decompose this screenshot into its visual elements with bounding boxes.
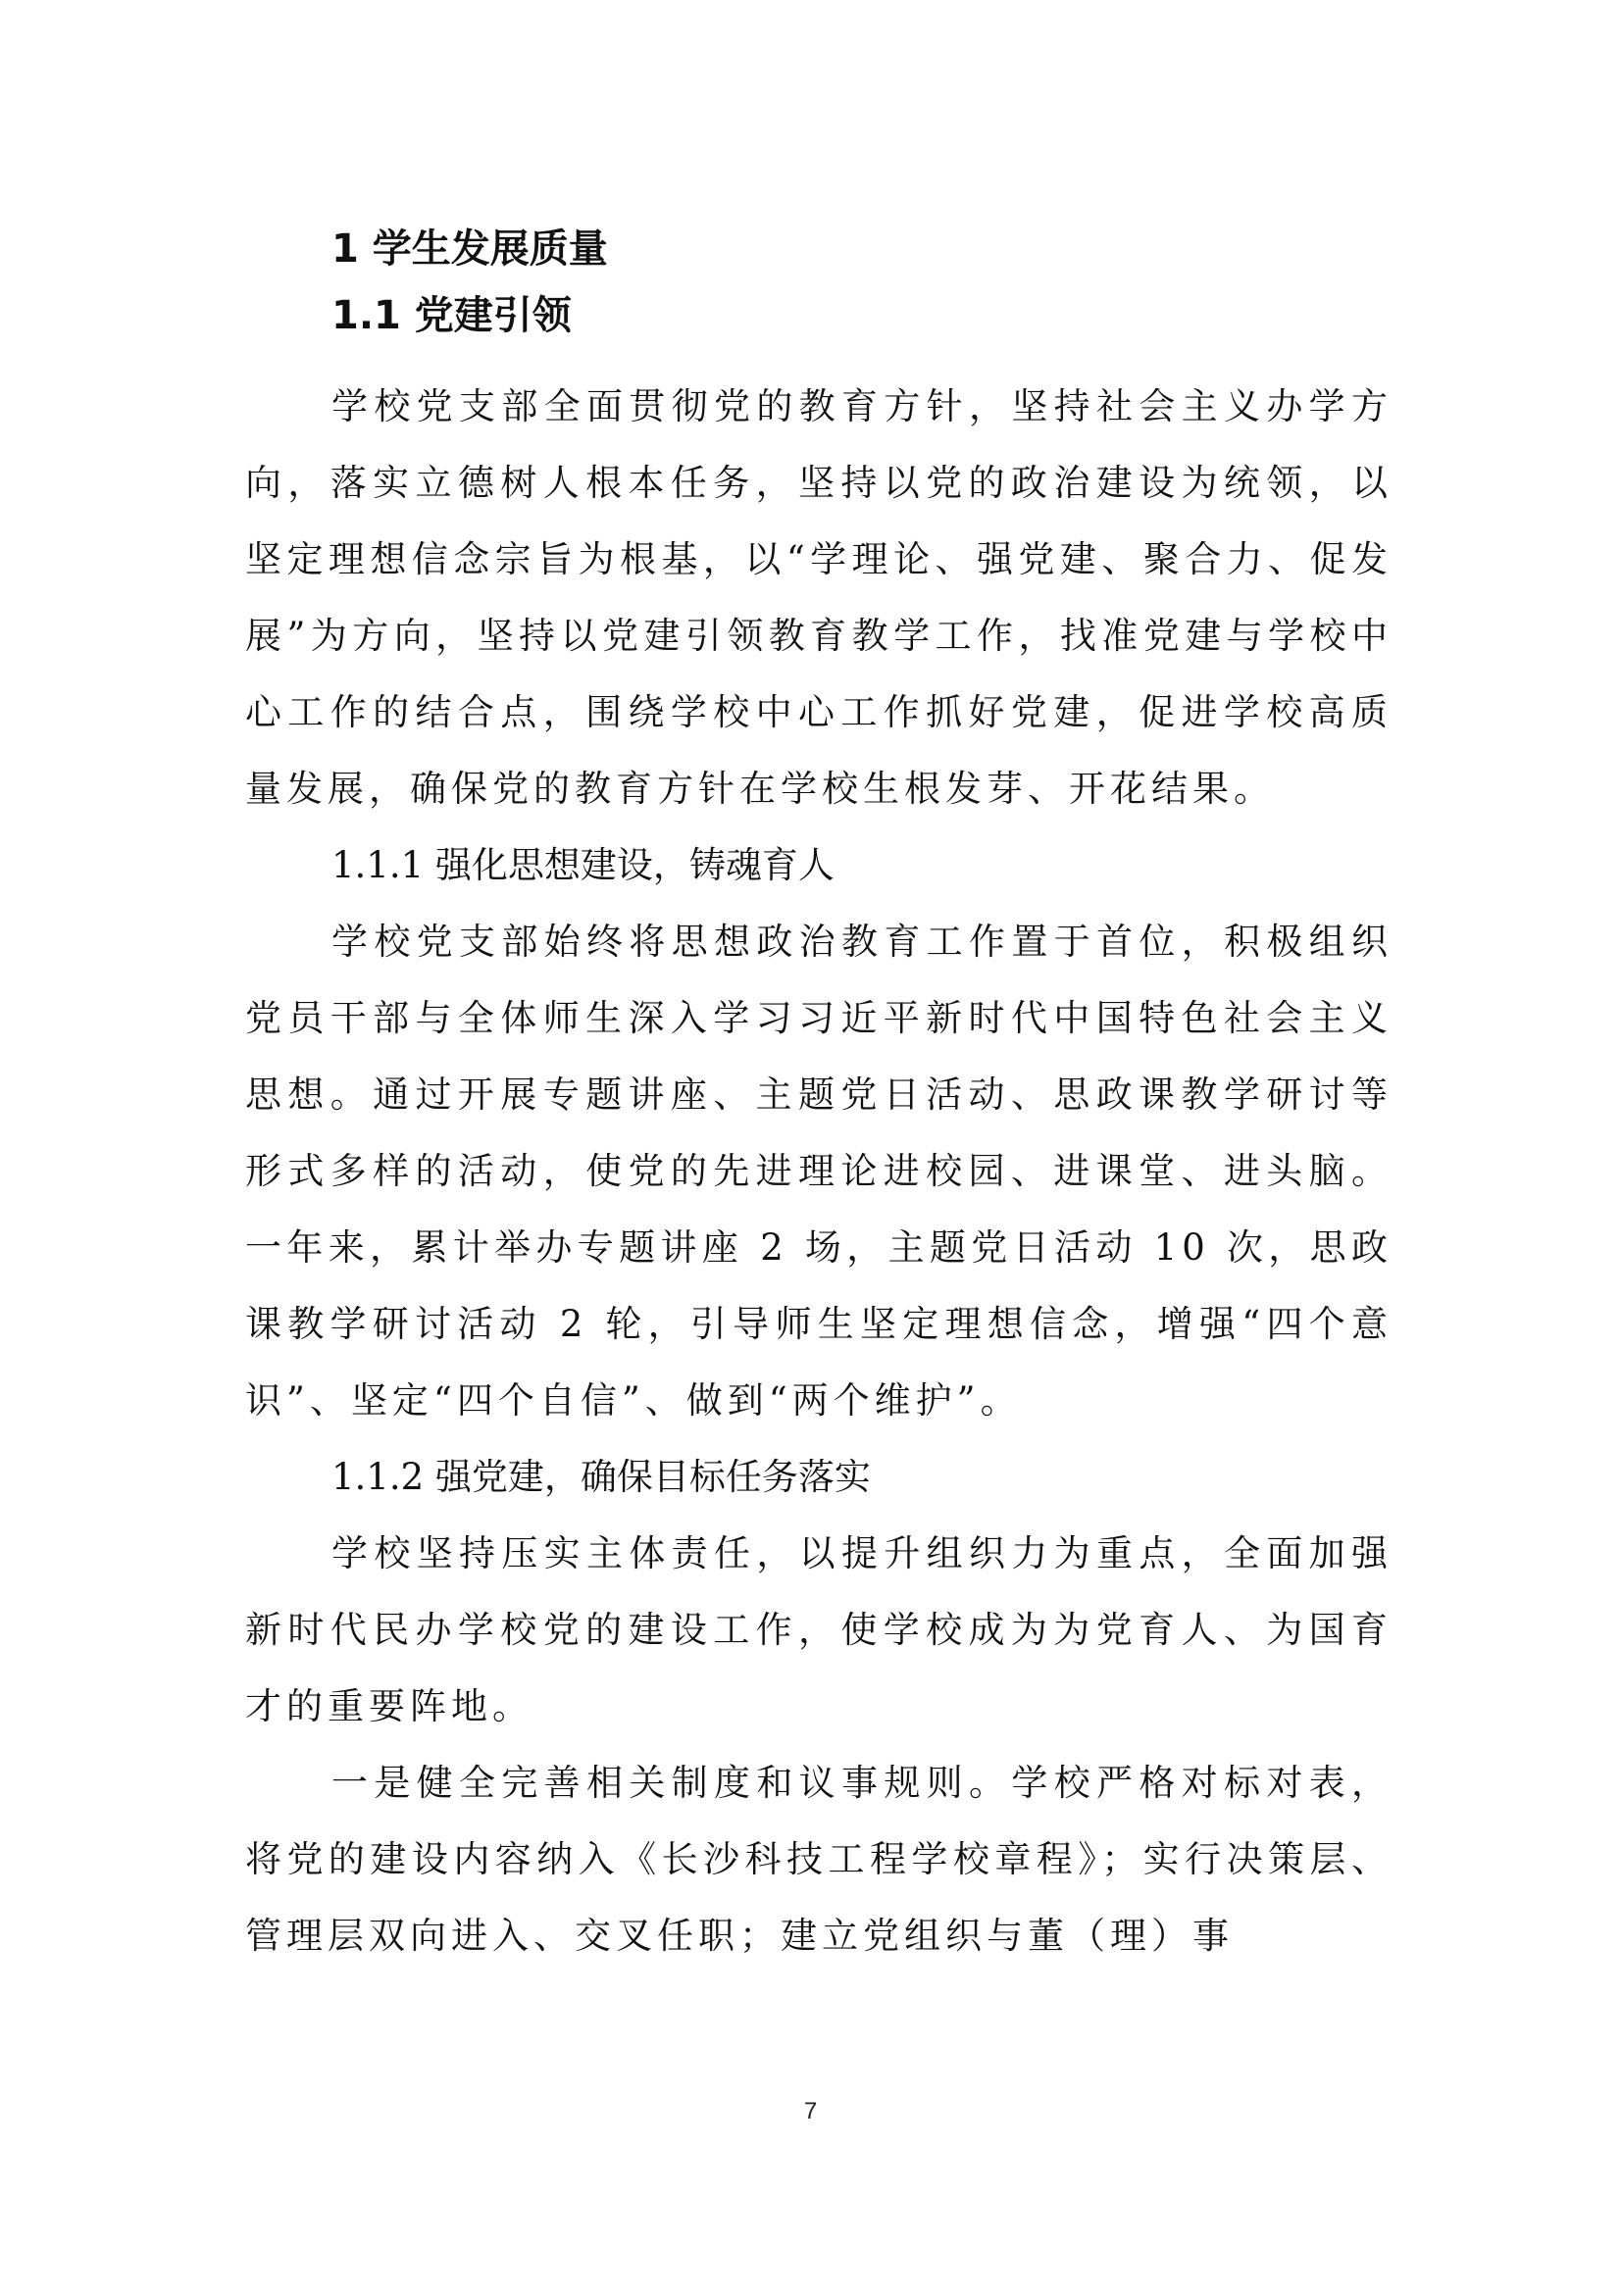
section-heading-1-1-1: 1.1.1 强化思想建设，铸魂育人 <box>331 844 835 886</box>
paragraph-party-building: 学校坚持压实主体责任，以提升组织力为重点，全面加强新时代民办学校党的建设工作，使学校成为为党育人、为国育才的重要阵地。 <box>245 1532 1393 1727</box>
section-heading-1: 1 学生发展质量 <box>331 226 608 272</box>
section-heading-1-1: 1.1 党建引领 <box>331 293 572 338</box>
page-number: 7 <box>803 2098 818 2124</box>
paragraph-rules-system: 一是健全完善相关制度和议事规则。学校严格对标对表，将党的建设内容纳入《长沙科技工程学校章程》；实行决策层、管理层双向进入、交叉任职；建立党组织与董（理）事 <box>245 1762 1393 1957</box>
paragraph-party-guidance: 学校党支部全面贯彻党的教育方针，坚持社会主义办学方向，落实立德树人根本任务，坚持以党的政治建设为统领，以坚定理想信念宗旨为根基，以“学理论、强党建、聚合力、促发展”为方向，坚持以党建引领教育教学工作，找准党建与学校中心工作的结合点，围绕学校中心工作抓好党建，促进学校高质量发展，确保党的教育方针在学校生根发芽、开花结果。 <box>245 385 1393 810</box>
section-heading-1-1-2: 1.1.2 强党建，确保目标任务落实 <box>331 1456 871 1498</box>
document-body <box>245 201 1393 1974</box>
paragraph-ideological-building: 学校党支部始终将思想政治教育工作置于首位，积极组织党员干部与全体师生深入学习习近平新时代中国特色社会主义思想。通过开展专题讲座、主题党日活动、思政课教学研讨等形式多样的活动，使党的先进理论进校园、进课堂、进头脑。一年来，累计举办专题讲座 2 场，主题党日活动 10 次，思政课教学研讨活动 2 轮，引导师生坚定理想信念，增强“四个意识”、坚定“四个自信”、做到“两个维护”。 <box>245 921 1393 1422</box>
